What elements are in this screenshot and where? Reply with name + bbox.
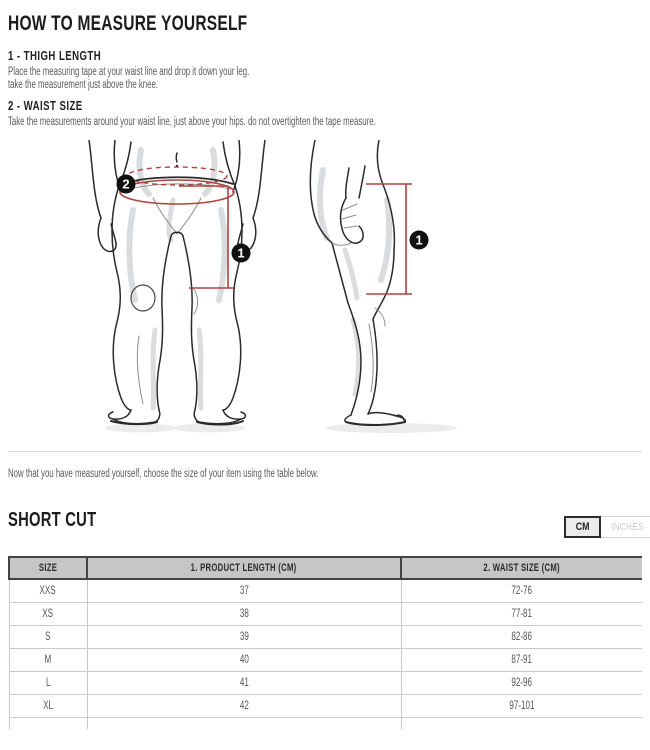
choose-size-note: Now that you have measured yourself, choose the size of your item using the table below. [8, 468, 319, 480]
cell-size [9, 717, 87, 729]
thigh-length-instruction-line-2: take the measurement just above the knee. [8, 79, 158, 91]
section-heading-waist-size: 2 - WAIST SIZE [8, 98, 83, 113]
svg-text:2: 2 [122, 176, 130, 192]
cell-length: 39 [87, 625, 401, 648]
table-row [9, 694, 642, 717]
cell-length: 40 [87, 648, 401, 671]
cell-size: XS [9, 602, 87, 625]
product-name-heading: SHORT CUT [8, 509, 97, 531]
waist-size-badge [117, 175, 136, 194]
cell-size: S [9, 625, 87, 648]
table-row [9, 671, 642, 694]
unit-toggle [564, 516, 650, 538]
unit-inches-button[interactable]: INCHES [601, 516, 650, 538]
measurement-illustration [55, 140, 535, 450]
cell-size: XL [9, 694, 87, 717]
page-title: HOW TO MEASURE YOURSELF [8, 12, 248, 35]
table-row [9, 579, 642, 602]
cell-waist: 72-76 [401, 579, 642, 602]
size-table [8, 556, 642, 729]
svg-text:1: 1 [237, 245, 245, 261]
side-figure [310, 140, 457, 433]
col-header-waist-size: 2. WAIST SIZE (CM) [401, 557, 642, 579]
cell-length: 41 [87, 671, 401, 694]
cell-waist: 92-96 [401, 671, 642, 694]
cell-waist: 82-86 [401, 625, 642, 648]
thigh-length-instruction-line-1: Place the measuring tape at your waist line and drop it down your leg. [8, 66, 250, 78]
cell-size: M [9, 648, 87, 671]
cell-length [87, 717, 401, 729]
unit-cm-button[interactable]: CM [564, 516, 601, 538]
svg-text:1: 1 [415, 232, 423, 248]
size-table-container [8, 556, 642, 732]
front-figure [89, 140, 265, 433]
cell-length: 37 [87, 579, 401, 602]
section-divider [8, 451, 642, 452]
cell-waist: 87-91 [401, 648, 642, 671]
cell-size: L [9, 671, 87, 694]
cell-waist: 77-81 [401, 602, 642, 625]
col-header-size: SIZE [9, 557, 87, 579]
cell-waist [401, 717, 642, 729]
cell-size: XXS [9, 579, 87, 602]
table-row [9, 625, 642, 648]
table-row [9, 648, 642, 671]
cell-length: 42 [87, 694, 401, 717]
col-header-product-length: 1. PRODUCT LENGTH (CM) [87, 557, 401, 579]
thigh-length-badge-front [232, 244, 251, 263]
section-heading-thigh-length: 1 - THIGH LENGTH [8, 48, 102, 63]
cell-waist: 97-101 [401, 694, 642, 717]
waist-size-instruction: Take the measurements around your waist line, just above your hips. do not overtighten the tape measure. [8, 116, 376, 128]
thigh-length-badge-side [410, 231, 429, 250]
table-row [9, 602, 642, 625]
size-table-header-row [9, 557, 642, 579]
cell-length: 38 [87, 602, 401, 625]
table-row-partial [9, 717, 642, 729]
